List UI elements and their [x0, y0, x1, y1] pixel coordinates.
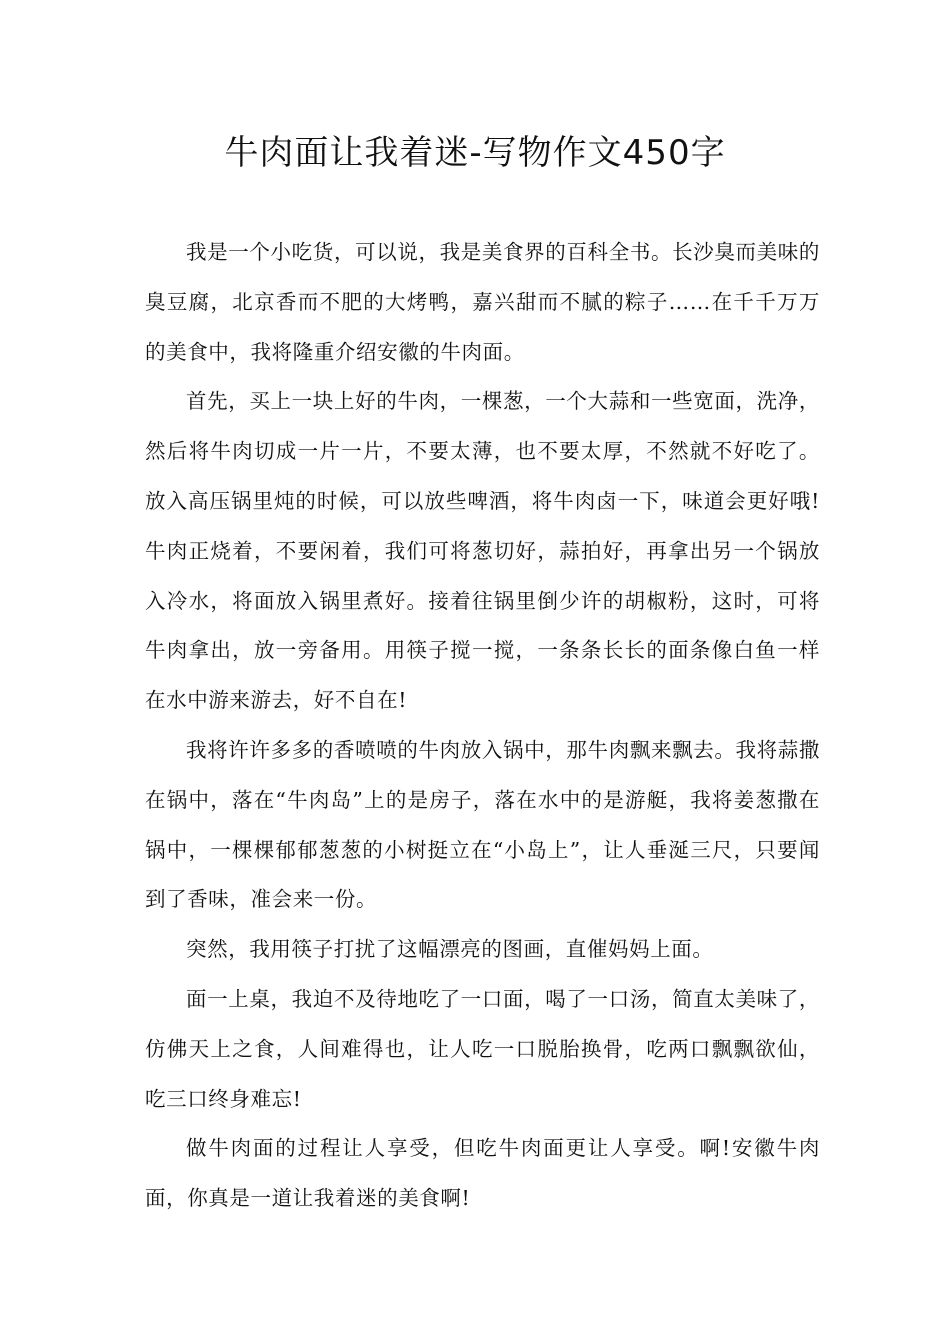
paragraph-preparation: 首先，买上一块上好的牛肉，一棵葱，一个大蒜和一些宽面，洗净，然后将牛肉切成一片一片，不要太薄，也不要太厚，不然就不好吃了。放入高压锅里炖的时候，可以放些啤酒，将牛肉卤一下，味道会更好哦!牛肉正烧着，不要闲着，我们可将葱切好，蒜拍好，再拿出另一个锅放入冷水，将面放入锅里煮好。接着往锅里倒少许的胡椒粉，这时，可将牛肉拿出，放一旁备用。用筷子搅一搅，一条条长长的面条像白鱼一样在水中游来游去，好不自在!	[145, 389, 820, 713]
paragraph-cooking: 我将许许多多的香喷喷的牛肉放入锅中，那牛肉飘来飘去。我将蒜撒在锅中，落在“牛肉岛”上的是房子，落在水中的是游艇，我将姜葱撒在锅中，一棵棵郁郁葱葱的小树挺立在“小岛上”，让人垂涎三尺，只要闻到了香味，准会来一份。	[145, 737, 820, 912]
paragraph-conclusion: 做牛肉面的过程让人享受，但吃牛肉面更让人享受。啊!安徽牛肉面，你真是一道让我着迷的美食啊!	[145, 1136, 820, 1211]
paragraph-intro: 我是一个小吃货，可以说，我是美食界的百科全书。长沙臭而美味的臭豆腐，北京香而不肥的大烤鸭，嘉兴甜而不腻的粽子……在千千万万的美食中，我将隆重介绍安徽的牛肉面。	[145, 240, 820, 364]
document-body	[145, 228, 820, 1224]
paragraph-tasting: 面一上桌，我迫不及待地吃了一口面，喝了一口汤，简直太美味了，仿佛天上之食，人间难得也，让人吃一口脱胎换骨，吃两口飘飘欲仙，吃三口终身难忘!	[145, 986, 820, 1111]
document-title: 牛肉面让我着迷-写物作文450字	[224, 133, 726, 173]
paragraph-interruption: 突然，我用筷子打扰了这幅漂亮的图画，直催妈妈上面。	[186, 937, 714, 962]
